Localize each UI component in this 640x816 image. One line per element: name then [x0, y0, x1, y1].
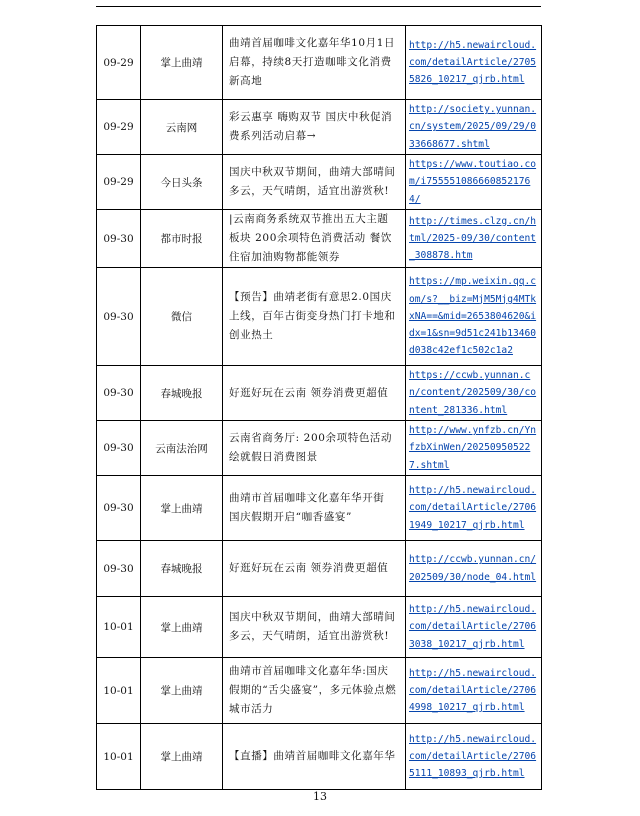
row-source: 云南法治网 — [141, 421, 223, 476]
row-title: 国庆中秋双节期间，曲靖大部晴间多云，天气晴朗，适宜出游赏秋! — [223, 155, 406, 210]
row-source: 春城晚报 — [141, 366, 223, 421]
row-date: 10-01 — [97, 724, 141, 790]
row-link[interactable]: http://times.clzg.cn/html/2025-09/30/content_308878.htm — [409, 215, 537, 262]
row-source: 掌上曲靖 — [141, 597, 223, 658]
row-link[interactable]: http://h5.newaircloud.com/detailArticle/27061949_10217_qjrb.html — [409, 485, 537, 531]
row-source: 掌上曲靖 — [141, 26, 223, 100]
table-row — [97, 155, 542, 210]
row-date: 10-01 — [97, 658, 141, 724]
table-row — [97, 26, 542, 100]
row-link[interactable]: https://mp.weixin.qq.com/s?__biz=MjM5Mjg4MTkxNA==&mid=2653804620&idx=1&sn=9d51c241b13460d038c42ef1c502c1a2 — [409, 276, 537, 357]
row-title: 【预告】曲靖老街有意思2.0国庆上线，百年古街变身热门打卡地和创业热土 — [223, 268, 406, 366]
table-row — [97, 597, 542, 658]
table-row — [97, 421, 542, 476]
row-source: 今日头条 — [141, 155, 223, 210]
row-title: 好逛好玩在云南 领券消费更超值 — [223, 541, 406, 597]
row-date: 09-30 — [97, 476, 141, 541]
table-row — [97, 658, 542, 724]
page-number: 13 — [313, 790, 327, 803]
row-link[interactable]: http://society.yunnan.cn/system/2025/09/29/033668677.shtml — [409, 104, 537, 150]
row-source: 掌上曲靖 — [141, 658, 223, 724]
row-date: 09-30 — [97, 210, 141, 268]
row-date: 09-30 — [97, 421, 141, 476]
row-link[interactable]: https://ccwb.yunnan.cn/content/202509/30/content_281336.html — [409, 370, 537, 416]
row-date: 09-29 — [97, 26, 141, 100]
row-title: 曲靖市首届咖啡文化嘉年华:国庆假期的“舌尖盛宴”，多元体验点燃城市活力 — [223, 658, 406, 724]
row-date: 10-01 — [97, 597, 141, 658]
row-link[interactable]: http://h5.newaircloud.com/detailArticle/27065111_10893_qjrb.html — [409, 733, 537, 780]
row-link[interactable]: http://ccwb.yunnan.cn/202509/30/node_04.html — [409, 554, 537, 583]
table-row — [97, 268, 542, 366]
row-title: |云南商务系统双节推出五大主题板块 200余项特色消费活动 餐饮住宿加油购物都能领券 — [223, 210, 406, 268]
row-date: 09-30 — [97, 268, 141, 366]
media-coverage-table — [96, 25, 542, 790]
row-title: 彩云惠享 嗨购双节 国庆中秋促消费系列活动启幕→ — [223, 100, 406, 155]
row-title: 【直播】曲靖首届咖啡文化嘉年华 — [223, 724, 406, 790]
row-source: 云南网 — [141, 100, 223, 155]
row-link[interactable]: http://h5.newaircloud.com/detailArticle/27055826_10217_qjrb.html — [409, 39, 537, 86]
table-row — [97, 366, 542, 421]
row-date: 09-29 — [97, 100, 141, 155]
row-source: 掌上曲靖 — [141, 476, 223, 541]
table-row — [97, 541, 542, 597]
table-row — [97, 476, 542, 541]
row-date: 09-29 — [97, 155, 141, 210]
table-row — [97, 210, 542, 268]
row-title: 好逛好玩在云南 领券消费更超值 — [223, 366, 406, 421]
row-source: 都市时报 — [141, 210, 223, 268]
row-link[interactable]: http://h5.newaircloud.com/detailArticle/27063038_10217_qjrb.html — [409, 604, 537, 650]
table-row — [97, 724, 542, 790]
row-title: 曲靖首届咖啡文化嘉年华10月1日启幕，持续8天打造咖啡文化消费新高地 — [223, 26, 406, 100]
row-date: 09-30 — [97, 541, 141, 597]
row-source: 春城晚报 — [141, 541, 223, 597]
table-row — [97, 100, 542, 155]
row-title: 国庆中秋双节期间，曲靖大部晴间多云，天气晴朗，适宜出游赏秋! — [223, 597, 406, 658]
row-link[interactable]: https://www.toutiao.com/i7555510866608521764/ — [409, 159, 537, 205]
row-link[interactable]: http://www.ynfzb.cn/YnfzbXinWen/202509505227.shtml — [409, 425, 537, 471]
row-title: 曲靖市首届咖啡文化嘉年华开街 国庆假期开启“咖香盛宴” — [223, 476, 406, 541]
row-date: 09-30 — [97, 366, 141, 421]
row-link[interactable]: http://h5.newaircloud.com/detailArticle/27064998_10217_qjrb.html — [409, 667, 537, 714]
row-source: 掌上曲靖 — [141, 724, 223, 790]
row-title: 云南省商务厅: 200余项特色活动绘就假日消费图景 — [223, 421, 406, 476]
top-rule — [96, 6, 541, 7]
row-source: 微信 — [141, 268, 223, 366]
